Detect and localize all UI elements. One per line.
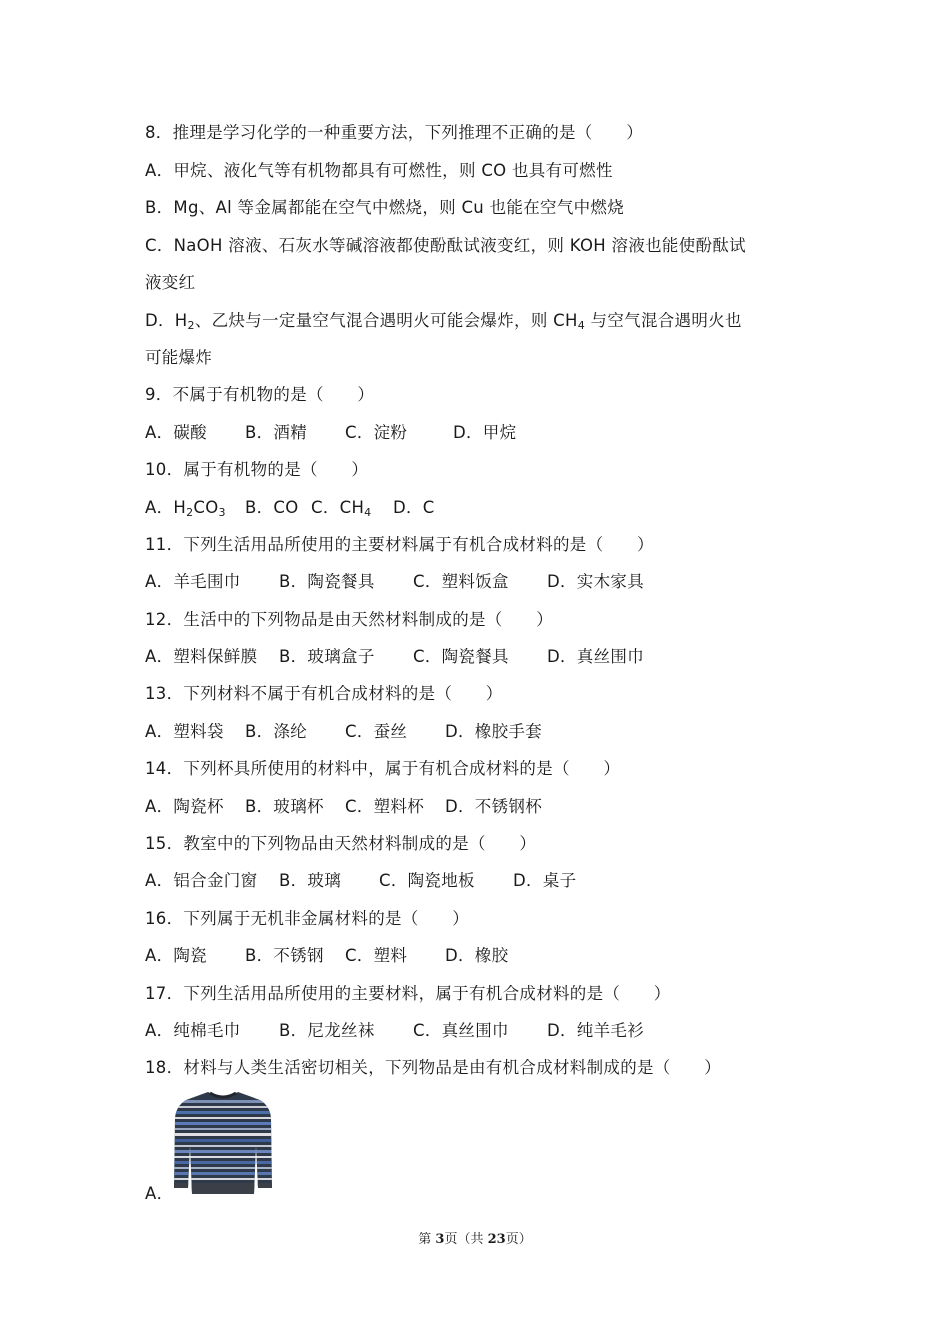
q14-option-d: D．不锈钢杯 (445, 797, 543, 816)
text: 、乙炔与一定量空气混合遇明火可能会爆炸，则 CH (194, 311, 578, 330)
q15-options (145, 870, 576, 892)
text: C．CH (311, 498, 365, 517)
q10-stem: 10．属于有机物的是（ ） (145, 460, 369, 479)
q9-option-d: D．甲烷 (453, 423, 517, 442)
q18-option-a-label: A． (145, 1184, 174, 1203)
q12-option-d: D．真丝围巾 (547, 647, 645, 666)
q11-stem: 11．下列生活用品所使用的主要材料属于有机合成材料的是（ ） (145, 535, 654, 554)
q8-option-a: A．甲烷、液化气等有机物都具有可燃性，则 CO 也具有可燃性 (145, 161, 613, 180)
q14-option-c: C．塑料杯 (345, 797, 425, 816)
q10-options (145, 497, 435, 519)
subscript: 2 (186, 506, 194, 519)
q10-option-b: B．CO (245, 498, 299, 517)
current-page-number: 3 (435, 1232, 445, 1247)
footer-text: 第 (418, 1232, 436, 1247)
q11-option-d: D．实木家具 (547, 572, 645, 591)
q15-stem: 15．教室中的下列物品由天然材料制成的是（ ） (145, 834, 537, 853)
q16-option-d: D．橡胶 (445, 946, 509, 965)
q9-option-a: A．碳酸 (145, 423, 207, 442)
q8-option-d-line1 (145, 310, 742, 332)
q14-option-a: A．陶瓷杯 (145, 797, 224, 816)
q17-stem: 17．下列生活用品所使用的主要材料，属于有机合成材料的是（ ） (145, 984, 671, 1003)
q9-option-b: B．酒精 (245, 423, 308, 442)
text: D．H (145, 311, 188, 330)
q13-option-b: B．涤纶 (245, 722, 308, 741)
q13-stem: 13．下列材料不属于有机合成材料的是（ ） (145, 684, 503, 703)
q14-option-b: B．玻璃杯 (245, 797, 324, 816)
q18-stem: 18．材料与人类生活密切相关，下列物品是由有机合成材料制成的是（ ） (145, 1058, 721, 1077)
footer-text: 页（共 (444, 1232, 488, 1247)
subscript: 4 (364, 506, 372, 519)
q13-option-c: C．蚕丝 (345, 722, 408, 741)
sweater-image (170, 1088, 276, 1196)
subscript: 3 (218, 506, 226, 519)
q14-options (145, 796, 542, 818)
q16-stem: 16．下列属于无机非金属材料的是（ ） (145, 909, 469, 928)
q15-option-c: C．陶瓷地板 (379, 871, 475, 890)
q9-option-c: C．淀粉 (345, 423, 408, 442)
q8-option-c-line2: 液变红 (145, 273, 196, 292)
q11-options (145, 571, 644, 593)
subscript: 2 (187, 319, 195, 332)
q12-option-b: B．玻璃盒子 (279, 647, 375, 666)
q17-option-c: C．真丝围巾 (413, 1021, 509, 1040)
footer-text: 页） (505, 1232, 532, 1247)
q16-option-b: B．不锈钢 (245, 946, 324, 965)
q15-option-a: A．铝合金门窗 (145, 871, 258, 890)
q13-option-d: D．橡胶手套 (445, 722, 543, 741)
q15-option-d: D．桌子 (513, 871, 577, 890)
q11-option-b: B．陶瓷餐具 (279, 572, 375, 591)
q12-option-c: C．陶瓷餐具 (413, 647, 509, 666)
q17-option-d: D．纯羊毛衫 (547, 1021, 645, 1040)
q16-options (145, 945, 508, 967)
q8-option-b: B．Mg、Al 等金属都能在空气中燃烧，则 Cu 也能在空气中燃烧 (145, 198, 625, 217)
q14-stem: 14．下列杯具所使用的材料中，属于有机合成材料的是（ ） (145, 759, 621, 778)
q10-option-a (145, 497, 245, 519)
q17-options (145, 1020, 644, 1042)
q9-options (145, 422, 516, 444)
q13-options (145, 721, 542, 743)
q8-option-d-line2: 可能爆炸 (145, 348, 213, 367)
q12-stem: 12．生活中的下列物品是由天然材料制成的是（ ） (145, 610, 553, 629)
total-page-number: 23 (487, 1232, 506, 1247)
q13-option-a: A．塑料袋 (145, 722, 224, 741)
q17-option-a: A．纯棉毛巾 (145, 1021, 241, 1040)
q12-option-a: A．塑料保鲜膜 (145, 647, 258, 666)
q17-option-b: B．尼龙丝袜 (279, 1021, 375, 1040)
q9-stem: 9．不属于有机物的是（ ） (145, 385, 375, 404)
text: 与空气混合遇明火也 (585, 311, 742, 330)
subscript: 4 (577, 319, 586, 332)
q15-option-b: B．玻璃 (279, 871, 342, 890)
q10-option-c (311, 497, 393, 519)
page-footer (0, 1228, 950, 1247)
q12-options (145, 646, 644, 668)
q11-option-a: A．羊毛围巾 (145, 572, 241, 591)
q11-option-c: C．塑料饭盒 (413, 572, 509, 591)
q16-option-c: C．塑料 (345, 946, 408, 965)
q10-option-d: D．C (393, 498, 435, 517)
q8-option-c-line1: C．NaOH 溶液、石灰水等碱溶液都使酚酞试液变红，则 KOH 溶液也能使酚酞试 (145, 236, 746, 255)
text: A．H (145, 498, 187, 517)
q16-option-a: A．陶瓷 (145, 946, 207, 965)
text: CO (193, 498, 219, 517)
q8-stem: 8．推理是学习化学的一种重要方法，下列推理不正确的是（ ） (145, 123, 643, 142)
